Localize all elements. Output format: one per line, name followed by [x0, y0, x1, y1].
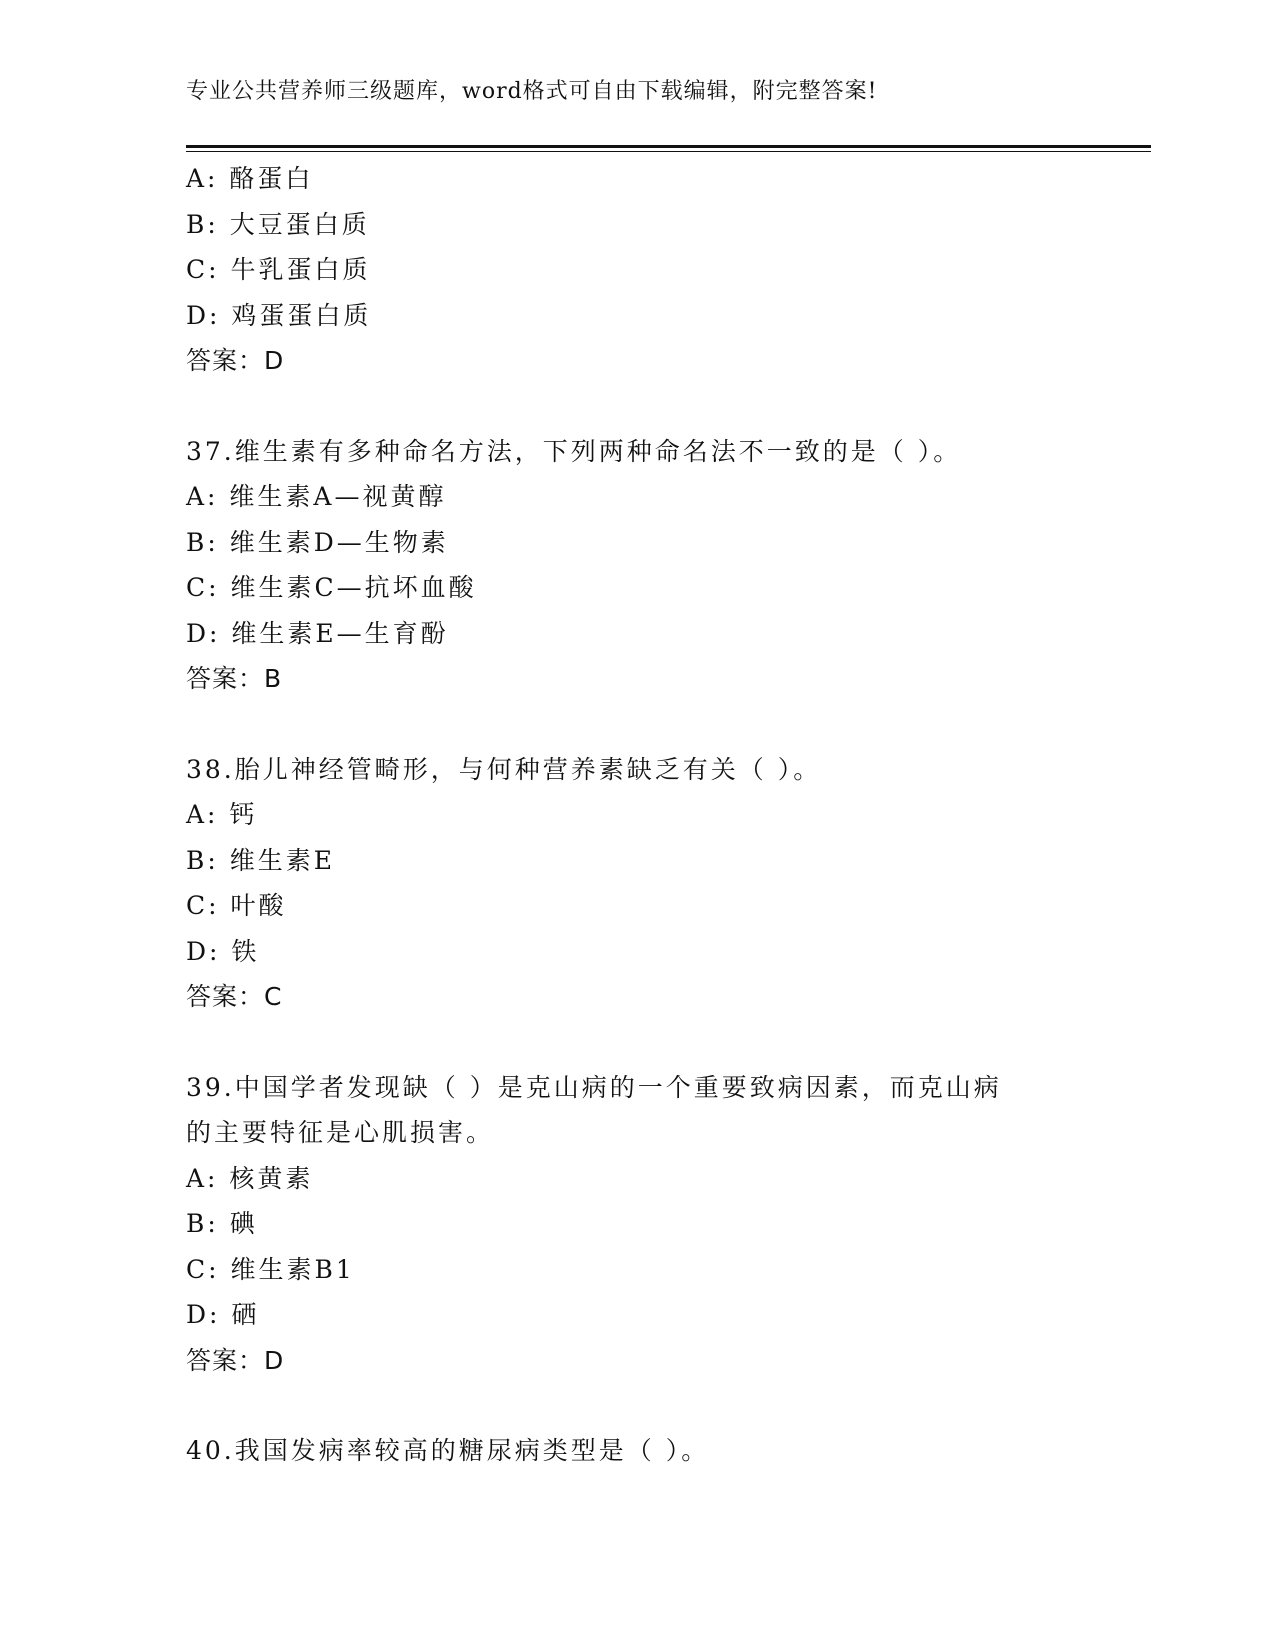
- question-39: [186, 1065, 1086, 1384]
- option-c: C: 维生素C—抗坏血酸: [186, 573, 477, 602]
- option-a: A: 钙: [186, 800, 258, 829]
- question-40: [186, 1428, 1086, 1474]
- question-stem-line-2: 的主要特征是心肌损害。: [186, 1118, 495, 1147]
- question-stem: 38.胎儿神经管畸形，与何种营养素缺乏有关（ ）。: [186, 754, 822, 784]
- header-rule-thin: [186, 151, 1151, 152]
- header-rule-thick: [186, 145, 1151, 148]
- question-stem: 40.我国发病率较高的糖尿病类型是（ ）。: [186, 1436, 710, 1465]
- option-c: C: 牛乳蛋白质: [186, 255, 371, 284]
- option-d: D: 维生素E—生育酚: [186, 618, 449, 648]
- option-d: D: 鸡蛋蛋白质: [186, 300, 372, 330]
- option-d: D: 铁: [186, 936, 260, 966]
- option-b: B: 碘: [186, 1209, 258, 1238]
- answer-line: 答案：C: [186, 982, 283, 1011]
- question-content: [186, 156, 1086, 1474]
- question-37: [186, 429, 1086, 702]
- option-c: C: 维生素B1: [186, 1254, 355, 1284]
- spacer: [186, 384, 1086, 429]
- option-b: B: 大豆蛋白质: [186, 209, 370, 239]
- question-36-continued: [186, 156, 1086, 384]
- option-a: A: 酪蛋白: [186, 164, 314, 193]
- option-d: D: 硒: [186, 1300, 260, 1329]
- question-stem-line-1: 39.中国学者发现缺（ ）是克山病的一个重要致病因素，而克山病: [186, 1072, 1002, 1102]
- option-b: B: 维生素E: [186, 845, 335, 875]
- option-c: C: 叶酸: [186, 891, 287, 920]
- question-stem: 37.维生素有多种命名方法，下列两种命名法不一致的是（ ）。: [186, 436, 962, 466]
- option-a: A: 维生素A—视黄醇: [186, 482, 447, 511]
- option-b: B: 维生素D—生物素: [186, 527, 449, 557]
- page-header: 专业公共营养师三级题库，word格式可自由下载编辑，附完整答案!: [186, 79, 878, 104]
- spacer: [186, 702, 1086, 747]
- option-a: A: 核黄素: [186, 1163, 314, 1193]
- answer-line: 答案：D: [186, 1345, 285, 1375]
- spacer: [186, 1020, 1086, 1065]
- question-38: [186, 747, 1086, 1020]
- spacer: [186, 1383, 1086, 1428]
- answer-line: 答案：D: [186, 346, 285, 375]
- answer-line: 答案：B: [186, 664, 283, 693]
